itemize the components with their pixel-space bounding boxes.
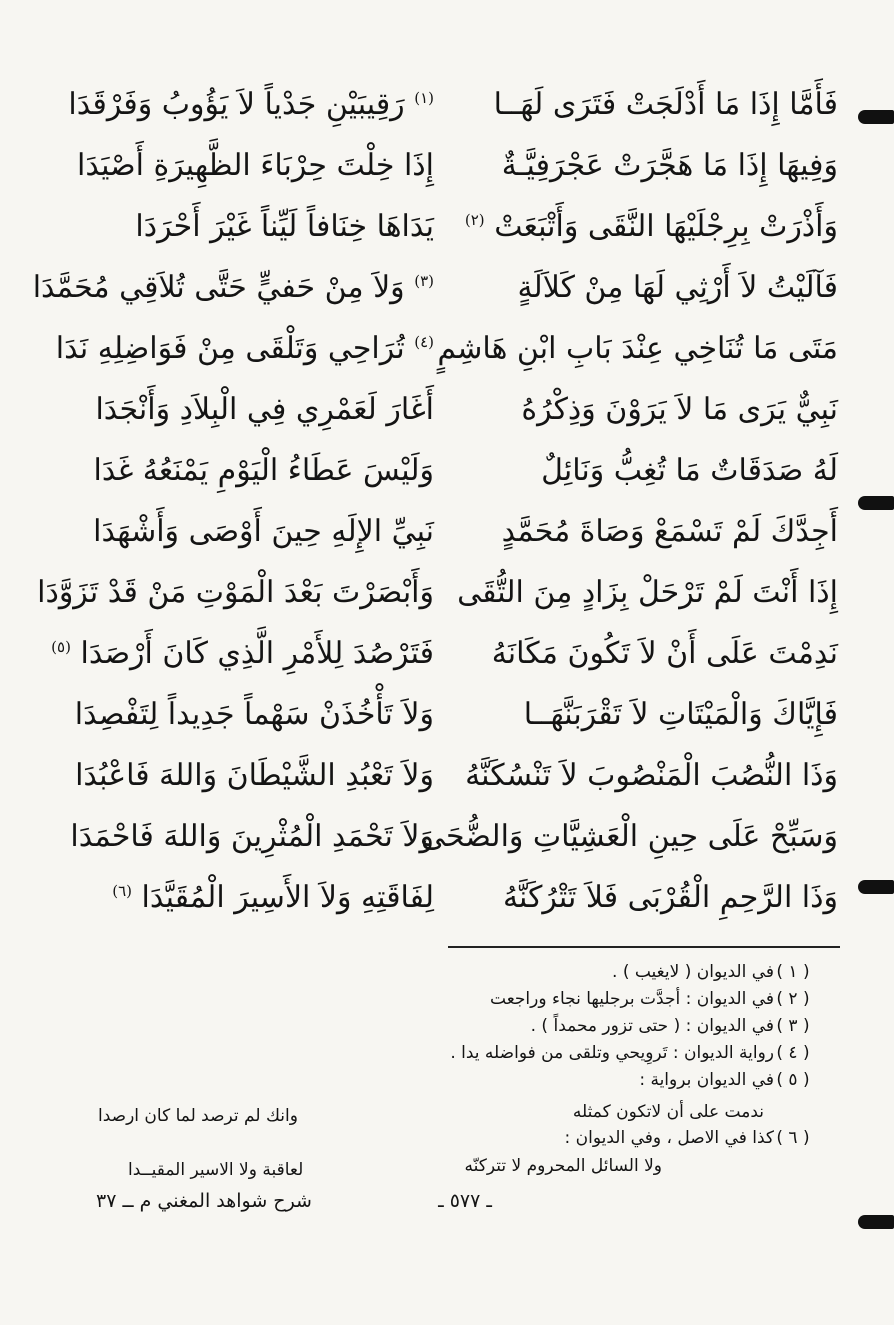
verse-first-hemistich: إِذَا أَنْتَ لَمْ تَرْحَلْ بِزَادٍ مِنَ التُّقَى (457, 575, 838, 610)
verse-second-hemistich (34, 253, 434, 323)
page-number: ـ ٥٧٧ ـ (438, 1190, 492, 1212)
verse-line (0, 192, 894, 262)
verse-first-hemistich: نَبِيٌّ يَرَى مَا لاَ يَرَوْنَ وَذِكْرُهُ (521, 392, 838, 427)
verse-line (0, 131, 894, 201)
verse-first-hemistich: فَإِيَّاكَ وَالْمَيْتَاتِ لاَ تَقْرَبَنَّهَــا (523, 697, 838, 732)
footnote-marker: (٥) (51, 638, 71, 656)
footnote-number: ( ٦ ) (776, 1128, 810, 1148)
footnote-number: ( ٢ ) (776, 989, 810, 1009)
verse-first-hemistich: وَذَا الرَّحِمِ الْقُرْبَى فَلاَ تَتْرُكَنَّهُ (502, 880, 838, 915)
footnote-verse-second: لعاقبة ولا الاسير المقيــدا (128, 1160, 304, 1180)
footnote-text: كذا في الاصل ، وفي الديوان : (564, 1128, 774, 1148)
footnote-number: ( ٥ ) (776, 1070, 810, 1090)
hemistich-text: لِفَاقَتِهِ وَلاَ الأَسِيرَ الْمُقَيَّدَا (141, 880, 434, 915)
verse-second-hemistich (34, 131, 434, 201)
verse-line (0, 619, 894, 689)
hemistich-text: وَلاَ تَعْبُدِ الشَّيْطَانَ وَاللهَ فَاعْبُدَا (75, 758, 434, 793)
hemistich-text: وَأَبْصَرْتَ بَعْدَ الْمَوْتِ مَنْ قَدْ تَزَوَّدَا (37, 575, 434, 610)
verse-second-hemistich (34, 863, 434, 933)
hemistich-text: وَلَيْسَ عَطَاءُ الْيَوْمِ يَمْنَعُهُ غَدَا (93, 453, 434, 488)
hemistich-text: وَلاَ مِنْ حَفيٍّ حَتَّى تُلاَقِي مُحَمَّدَا (32, 270, 405, 305)
footnote-number: ( ٣ ) (776, 1016, 810, 1036)
verse-first-hemistich: فَأَمَّا إِذَا مَا أَدْلَجَتْ فَتَرَى لَهَــا (493, 87, 838, 122)
verse-second-hemistich (34, 375, 434, 445)
verse-second-hemistich (34, 558, 434, 628)
verse-line (0, 70, 894, 140)
verse-line (0, 436, 894, 506)
verse-first-hemistich: فَآلَيْتُ لاَ أَرْثِي لَهَا مِنْ كَلاَلَةٍ (517, 270, 838, 305)
footnote-text: رواية الديوان : تَروِيحي وتلقى من فواضله يدا . (450, 1043, 774, 1063)
verse-second-hemistich (34, 680, 434, 750)
footnote-marker: (١) (414, 89, 434, 107)
hemistich-text: يَدَاهَا خِنَافاً لَيِّناً غَيْرَ أَحْرَدَا (135, 209, 434, 244)
verse-second-hemistich (34, 802, 434, 872)
running-footer: شرح شواهد المغني م ــ ٣٧ (96, 1190, 312, 1212)
binding-mark (858, 1215, 894, 1229)
verse-line (0, 253, 894, 323)
verse-second-hemistich (34, 741, 434, 811)
verse-line (0, 314, 894, 384)
footnote-marker: (٣) (414, 272, 434, 290)
verse-first-hemistich: وَذَا النُّصُبَ الْمَنْصُوبَ لاَ تَنْسُكَنَّهُ (465, 758, 838, 793)
verse-line (0, 863, 894, 933)
footnote-verse-first: ولا السائل المحروم لا تتركنّه (464, 1156, 662, 1176)
verse-first-hemistich: وَفِيهَا إِذَا مَا هَجَّرَتْ عَجْرَفِيَّـةٌ (501, 148, 838, 183)
hemistich-text: تُرَاحِي وَتَلْقَى مِنْ فَوَاضِلِهِ نَدَا (55, 331, 405, 366)
footnote-text: في الديوان : أجدَّت برجليها نجاء وراجعت (490, 989, 774, 1009)
footnote-text: في الديوان : ( حتى تزور محمداً ) . (530, 1016, 774, 1036)
hemistich-text: وَأَذْرَتْ بِرِجْلَيْهَا النَّقَى وَأَتْبَعَتْ (494, 209, 838, 244)
verse-first-hemistich: لَهُ صَدَقَاتٌ مَا تُغِبُّ وَنَائِلٌ (541, 453, 838, 488)
verse-line (0, 802, 894, 872)
verse-second-hemistich (34, 70, 434, 140)
verse-line (0, 741, 894, 811)
hemistich-text: وَلاَ تَأْخُذَنْ سَهْماً جَدِيداً لِتَفْصِدَا (74, 697, 434, 732)
hemistich-text: فَتَرْصُدَ لِلأَمْرِ الَّذِي كَانَ أَرْصَدَا (80, 636, 434, 671)
verse-line (0, 497, 894, 567)
footnote-verse-second: وانك لم ترصد لما كان ارصدا (98, 1106, 298, 1126)
hemistich-text: رَقِيبَيْنِ جَدْياً لاَ يَؤُوبُ وَفَرْقَدَا (68, 87, 405, 122)
footnote-marker: (٢) (464, 211, 485, 229)
hemistich-text: نَبِيِّ الإِلَهِ حِينَ أَوْصَى وَأَشْهَدَا (93, 514, 434, 549)
footnote-text: في الديوان ( لايغيب ) . (612, 962, 774, 982)
verse-first-hemistich: وَسَبِّحْ عَلَى حِينِ الْعَشِيَّاتِ وَالضُّحَى (421, 819, 838, 854)
footnote-number: ( ١ ) (776, 962, 810, 982)
verse-second-hemistich (34, 436, 434, 506)
hemistich-text: إِذَا خِلْتَ حِرْبَاءَ الظَّهِيرَةِ أَصْيَدَا (77, 148, 434, 183)
verse-line (0, 680, 894, 750)
footnote-number: ( ٤ ) (776, 1043, 810, 1063)
verse-line (0, 375, 894, 445)
verse-second-hemistich (34, 619, 434, 689)
verse-second-hemistich (34, 497, 434, 567)
footnote-verse-first: ندمت على أن لاتكون كمثله (572, 1102, 764, 1122)
hemistich-text: أَغَارَ لَعَمْرِي فِي الْبِلاَدِ وَأَنْجَدَا (95, 392, 434, 427)
verse-second-hemistich (34, 192, 434, 262)
verse-second-hemistich (34, 314, 434, 384)
verse-first-hemistich: نَدِمْتَ عَلَى أَنْ لاَ تَكُونَ مَكَانَهُ (491, 636, 838, 671)
verse-first-hemistich: أَجِدَّكَ لَمْ تَسْمَعْ وَصَاةَ مُحَمَّدٍ (501, 514, 838, 549)
verse-first-hemistich: مَتَى مَا تُنَاخِي عِنْدَ بَابِ ابْنِ هَاشِمٍ (437, 331, 838, 366)
footnote-text: في الديوان برواية : (639, 1070, 774, 1090)
footnote-marker: (٦) (112, 882, 132, 900)
verse-line (0, 558, 894, 628)
footnote-marker: (٤) (414, 333, 434, 351)
hemistich-text: وَلاَ تَحْمَدِ الْمُثْرِينَ وَاللهَ فَاحْمَدَا (70, 819, 434, 854)
verse-first-hemistich (464, 192, 838, 262)
footnote-divider (448, 946, 840, 948)
